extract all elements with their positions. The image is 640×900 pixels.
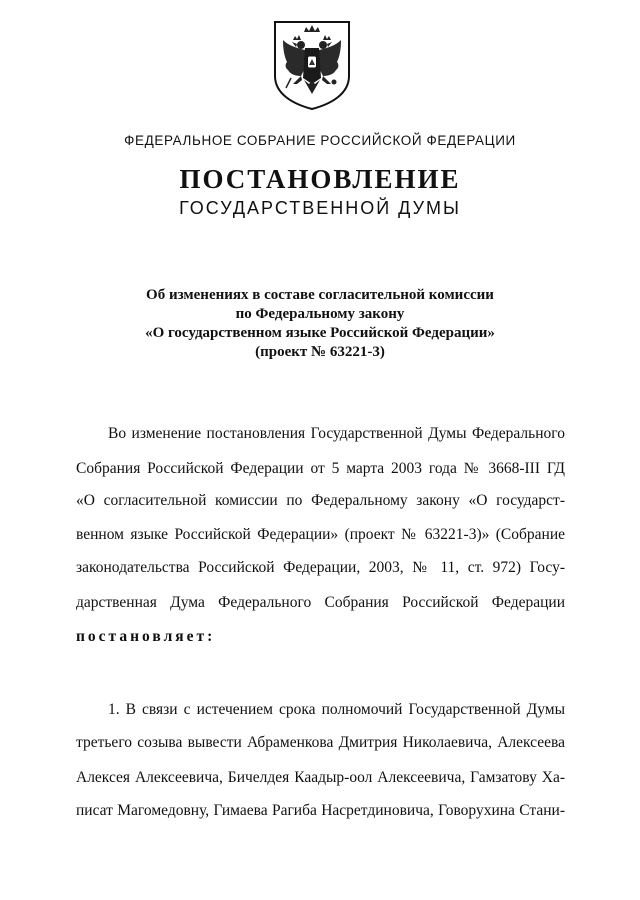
preamble-line: венном языке Российской Федерации» (проект № 63221-3)» (Собрание — [76, 526, 565, 543]
preamble-line: Во изменение постановления Государственной Думы Федерального — [108, 425, 565, 442]
preamble-line: дарственная Дума Федерального Собрания Российской Федерации — [76, 594, 565, 611]
subject-line: (проект № 63221-3) — [255, 344, 385, 360]
item-line: Алексея Алексеевича, Бичелдея Каадыр-оол Алексеевича, Гамзатову Ха- — [76, 769, 565, 786]
subject-line: Об изменениях в составе согласительной комиссии — [146, 287, 494, 303]
decree-word-text: постановляет: — [76, 628, 216, 645]
item-line: 1. В связи с истечением срока полномочий Государственной Думы — [108, 701, 565, 718]
document-type-title: ПОСТАНОВЛЕНИЕ — [179, 164, 461, 194]
preamble-line: законодательства Российской Федерации, 2003, № 11, ст. 972) Госу- — [76, 559, 565, 576]
organization-name: ФЕДЕРАЛЬНОЕ СОБРАНИЕ РОССИЙСКОЙ ФЕДЕРАЦИИ — [124, 133, 516, 148]
preamble-line: «О согласительной комиссии по Федеральному закону «О государст- — [76, 492, 565, 509]
coat-of-arms-emblem — [271, 18, 353, 112]
document-subject — [0, 286, 640, 362]
russian-coat-of-arms-icon — [271, 18, 353, 112]
subject-line: по Федеральному закону — [235, 306, 405, 322]
decree-word — [76, 628, 565, 646]
issuer-name: ГОСУДАРСТВЕННОЙ ДУМЫ — [179, 198, 461, 218]
subject-line: «О государственном языке Российской Федерации» — [145, 325, 495, 341]
item-line: третьего созыва вывести Абраменкова Дмитрия Николаевича, Алексеева — [76, 734, 565, 751]
item-line: писат Магомедовну, Гимаева Рагиба Насретдиновича, Говорухина Стани- — [76, 802, 565, 819]
preamble-line: Собрания Российской Федерации от 5 марта 2003 года № 3668-III ГД — [76, 460, 565, 477]
